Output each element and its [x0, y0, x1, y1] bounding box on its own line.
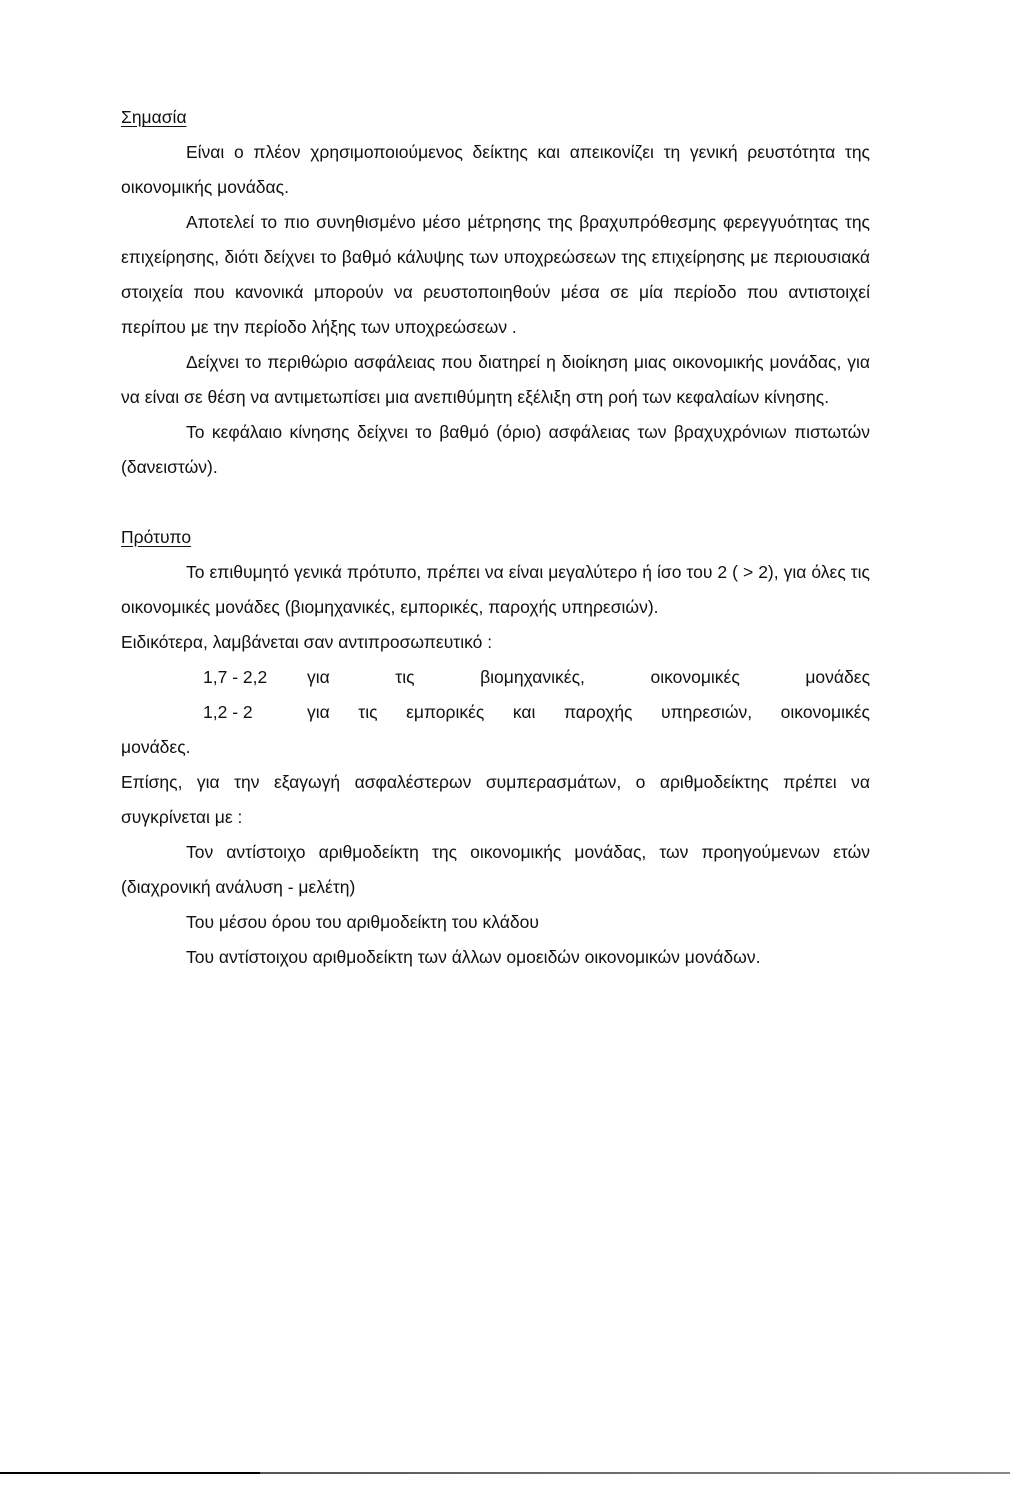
range-row: [121, 660, 870, 695]
paragraph: Δείχνει το περιθώριο ασφάλειας που διατηρεί η διοίκηση μιας οικονομικής μονάδας, για να είναι σε θέση να αντιμετωπίσει μια ανεπιθύμητη εξέλιξη στη ροή των κεφαλαίων κίνησης.: [121, 352, 870, 407]
paragraph: Αποτελεί το πιο συνηθισμένο μέσο μέτρησης της βραχυπρόθεσμης φερεγγυότητας της επιχείρησης, διότι δείχνει το βαθμό κάλυψης των υποχρεώσεων της επιχείρησης με περιουσιακά στοιχεία που κανονικά μπορούν να ρευστοποιηθούν μέσα σε μία περίοδο που αντιστοιχεί περίπου με την περίοδο λήξης των υποχρεώσεων .: [121, 212, 870, 337]
range-description: για τις εμπορικές και παροχής υπηρεσιών, οικονομικές: [307, 702, 870, 722]
range-description: για τις βιομηχανικές, οικονομικές μονάδες: [307, 667, 870, 687]
comparison-item: Τον αντίστοιχο αριθμοδείκτη της οικονομικής μονάδας, των προηγούμενων ετών (διαχρονική ανάλυση - μελέτη): [121, 842, 870, 897]
range-description-continuation: μονάδες.: [121, 737, 191, 757]
range-value: 1,7 - 2,2: [203, 667, 268, 687]
range-row: [121, 695, 870, 730]
paragraph: Είναι ο πλέον χρησιμοποιούμενος δείκτης και απεικονίζει τη γενική ρευστότητα της οικονομικής μονάδας.: [121, 142, 870, 197]
paragraph: Ειδικότερα, λαμβάνεται σαν αντιπροσωπευτικό :: [121, 632, 493, 652]
spacer: [121, 485, 870, 520]
paragraph: Το επιθυμητό γενικά πρότυπο, πρέπει να είναι μεγαλύτερο ή ίσο του 2 ( > 2), για όλες τις οικονομικές μονάδες (βιομηχανικές, εμπορικές, παροχής υπηρεσιών).: [121, 562, 870, 617]
paragraph: Το κεφάλαιο κίνησης δείχνει το βαθμό (όριο) ασφάλειας των βραχυχρόνιων πιστωτών (δανειστών).: [121, 422, 870, 477]
section-heading-standard: Πρότυπο: [121, 527, 192, 547]
comparison-item: Του αντίστοιχου αριθμοδείκτη των άλλων ομοειδών οικονομικών μονάδων.: [186, 947, 761, 967]
bottom-rule: [0, 1472, 1010, 1474]
comparison-item: Του μέσου όρου του αριθμοδείκτη του κλάδου: [186, 912, 539, 932]
document-page: [121, 100, 870, 975]
paragraph: Επίσης, για την εξαγωγή ασφαλέστερων συμπερασμάτων, ο αριθμοδείκτης πρέπει να συγκρίνεται με :: [121, 772, 870, 827]
section-heading-significance: Σημασία: [121, 107, 187, 127]
range-value: 1,2 - 2: [203, 702, 253, 722]
